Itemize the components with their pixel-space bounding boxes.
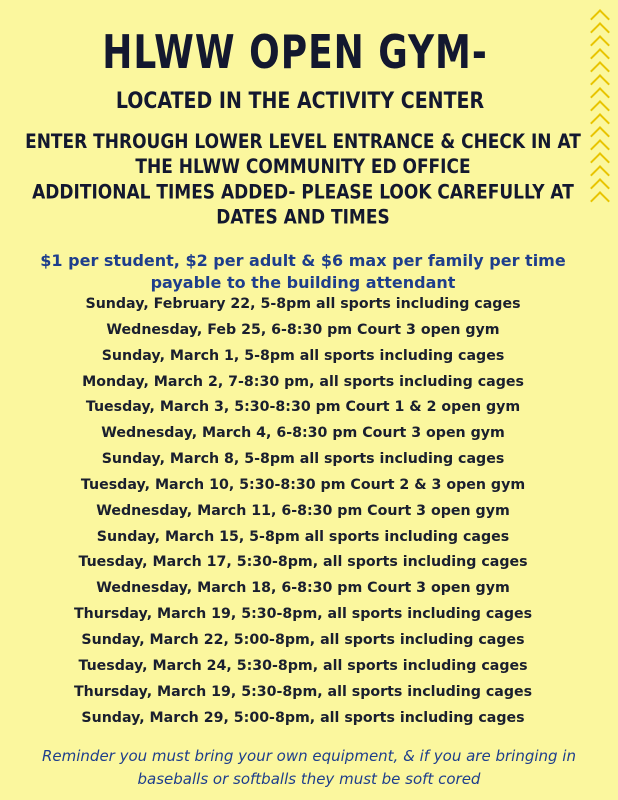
entry-line: THE HLWW COMMUNITY ED OFFICE (135, 155, 471, 179)
entry-line: ENTER THROUGH LOWER LEVEL ENTRANCE & CHECK IN AT (25, 130, 581, 154)
pricing-info (0, 250, 606, 294)
entry-line: DATES AND TIMES (216, 206, 390, 230)
page-subtitle: LOCATED IN THE ACTIVITY CENTER (115, 88, 485, 114)
schedule-item: Monday, March 2, 7-8:30 pm, all sports including cages (82, 373, 524, 390)
schedule-item: Tuesday, March 3, 5:30-8:30 pm Court 1 & 2 open gym (85, 399, 521, 416)
schedule-item: Sunday, March 22, 5:00-8pm, all sports including cages (81, 631, 525, 648)
schedule-item: Thursday, March 19, 5:30-8pm, all sports including cages (73, 606, 533, 623)
schedule-item: Tuesday, March 17, 5:30-8pm, all sports including cages (78, 554, 528, 571)
schedule-item: Sunday, March 15, 5-8pm all sports including cages (96, 528, 510, 545)
schedule-item: Wednesday, Feb 25, 6-8:30 pm Court 3 open gym (106, 321, 500, 338)
schedule-list (0, 292, 606, 731)
price-line: payable to the building attendant (150, 273, 456, 292)
schedule-item: Sunday, March 29, 5:00-8pm, all sports including cages (81, 709, 525, 726)
schedule-item: Sunday, February 22, 5-8pm all sports including cages (85, 296, 521, 312)
equipment-reminder (0, 745, 618, 791)
entry-line: ADDITIONAL TIMES ADDED- PLEASE LOOK CAREFULLY AT (32, 181, 574, 205)
schedule-item: Thursday, March 19, 5:30-8pm, all sports including cages (73, 683, 533, 700)
schedule-item: Sunday, March 1, 5-8pm all sports including cages (101, 347, 505, 364)
page-title: HLWW OPEN GYM- (102, 26, 488, 80)
schedule-item: Wednesday, March 11, 6-8:30 pm Court 3 open gym (96, 502, 510, 519)
reminder-line: Reminder you must bring your own equipment, & if you are bringing in (41, 747, 576, 765)
reminder-line: baseballs or softballs they must be soft cored (137, 770, 481, 788)
schedule-item: Wednesday, March 18, 6-8:30 pm Court 3 open gym (96, 580, 510, 597)
price-line: $1 per student, $2 per adult & $6 max per family per time (40, 251, 566, 270)
schedule-item: Tuesday, March 24, 5:30-8pm, all sports including cages (78, 657, 528, 674)
entry-instructions (0, 129, 606, 230)
schedule-item: Sunday, March 8, 5-8pm all sports including cages (101, 451, 505, 468)
schedule-item: Tuesday, March 10, 5:30-8:30 pm Court 2 & 3 open gym (80, 476, 526, 493)
schedule-item: Wednesday, March 4, 6-8:30 pm Court 3 open gym (101, 425, 505, 442)
